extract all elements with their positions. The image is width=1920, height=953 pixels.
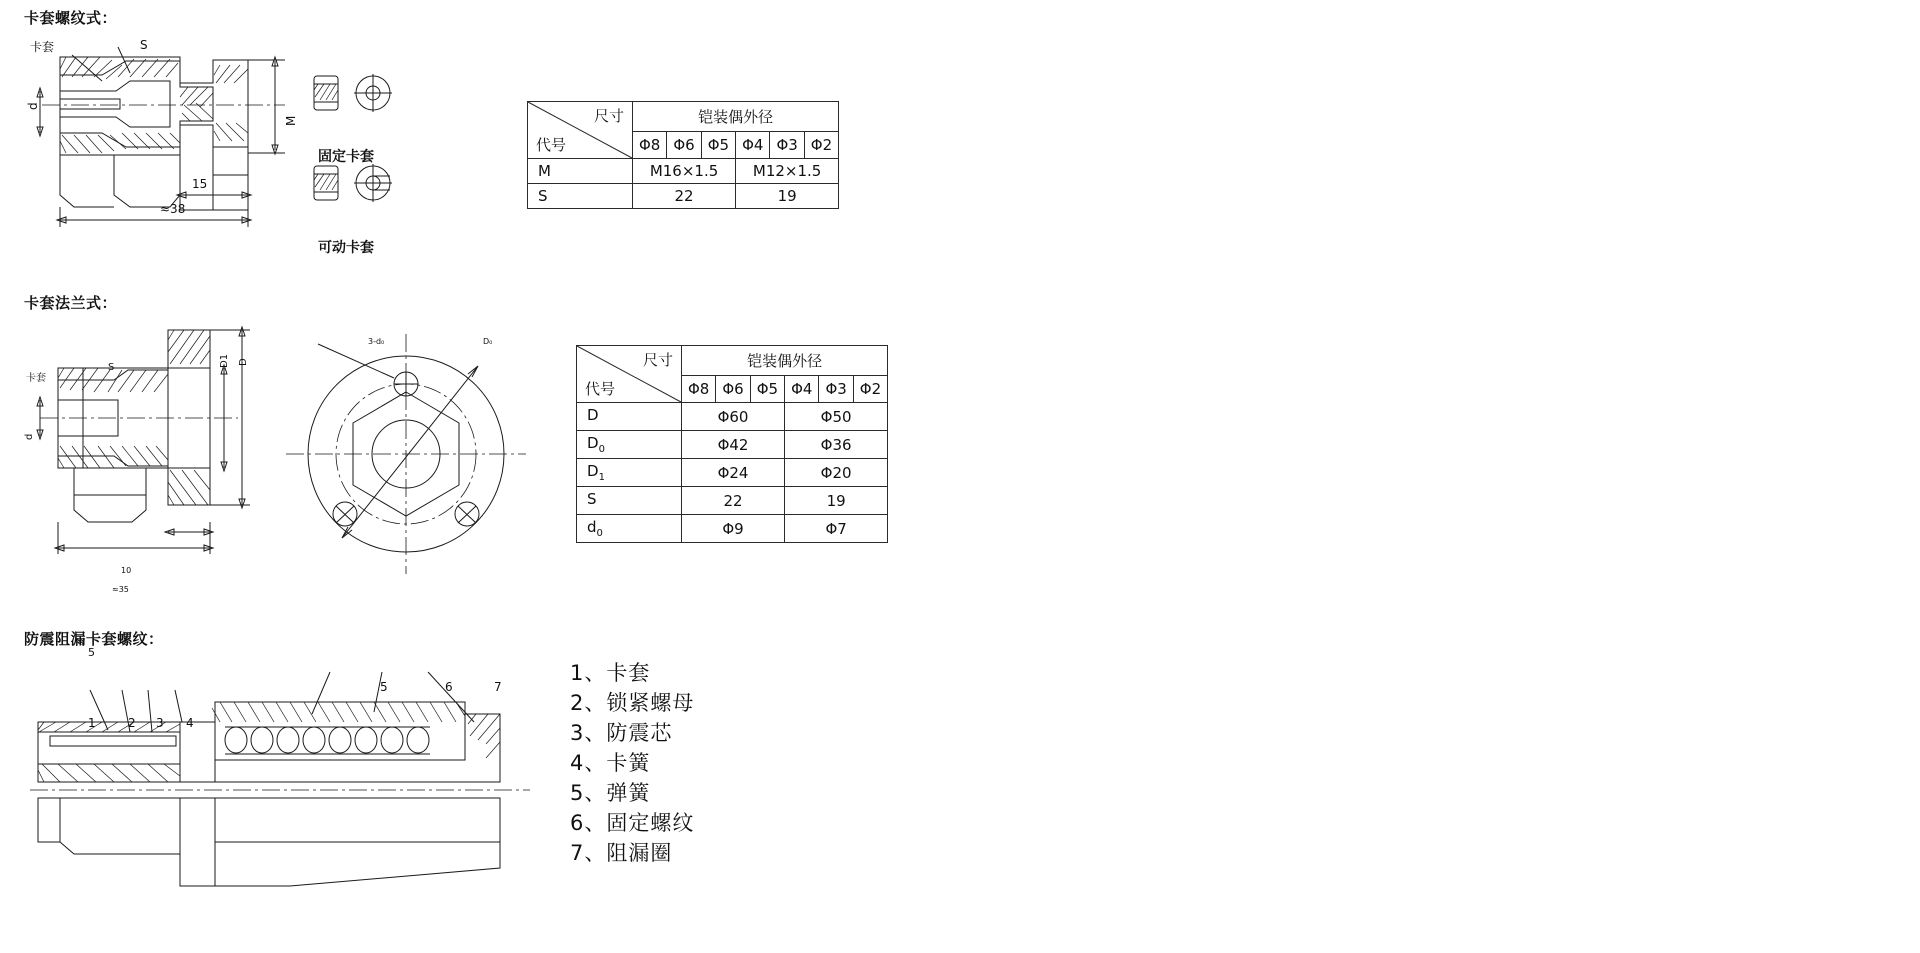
table2-row3-code	[577, 487, 682, 515]
table2-row2-code-text: D	[587, 462, 599, 480]
table2-sub-d2: Φ2	[853, 376, 887, 403]
table-row	[577, 459, 888, 487]
label-d-outer-2: D	[238, 358, 249, 366]
section-title-flange: 卡套法兰式：	[24, 294, 118, 312]
table2-row2-code	[577, 459, 682, 487]
table1-row0-code: M	[528, 159, 633, 184]
callout-1: 1	[88, 716, 96, 730]
table2-row0-code	[577, 403, 682, 431]
table2-row4-code-text: d	[587, 518, 597, 536]
table2-row2-code-sub: 1	[598, 472, 605, 483]
table-row	[528, 184, 839, 209]
callout-3: 3	[156, 716, 164, 730]
label-dim-35: ≈35	[112, 585, 129, 594]
label-s-2: S	[108, 362, 115, 373]
table-flange-dimensions	[576, 345, 888, 543]
table1-corner-cell	[528, 102, 633, 159]
table2-corner-bottom: 代号	[585, 380, 616, 398]
callout-7: 7	[494, 680, 502, 694]
table1-corner-top: 尺寸	[593, 107, 624, 125]
label-s-1: S	[140, 38, 148, 52]
callout-4: 4	[186, 716, 194, 730]
callout-2: 2	[128, 716, 136, 730]
table2-corner-cell	[577, 346, 682, 403]
table1-header-span: 铠装偶外径	[633, 102, 839, 132]
table2-row1-code-sub: 0	[598, 444, 605, 455]
table1-row0-right: M12×1.5	[736, 159, 839, 184]
table2-row1-code	[577, 431, 682, 459]
legend-item-3: 3、防震芯	[570, 721, 673, 745]
label-bolt-holes: 3-d₀	[368, 337, 385, 346]
table2-sub-d6: Φ6	[716, 376, 750, 403]
table-threaded-dimensions	[527, 101, 839, 209]
table2-row3-right: 19	[785, 487, 888, 515]
label-d1-2: D1	[219, 353, 230, 368]
table2-row4-left: Φ9	[682, 515, 785, 543]
legend-item-5: 5、弹簧	[570, 781, 651, 805]
legend-item-1: 1、卡套	[570, 661, 651, 685]
figure-flange-assembly-side	[28, 320, 288, 580]
figure-threaded-assembly	[30, 35, 350, 245]
table-row	[528, 159, 839, 184]
table1-sub-d2: Φ2	[804, 132, 838, 159]
table2-sub-d5: Φ5	[750, 376, 784, 403]
parts-legend	[570, 658, 694, 868]
callout-6: 6	[445, 680, 453, 694]
table2-row2-right: Φ20	[785, 459, 888, 487]
callout-5: 5	[88, 646, 95, 659]
table-row	[577, 515, 888, 543]
label-d-1: d	[26, 102, 40, 110]
table1-sub-d4: Φ4	[736, 132, 770, 159]
figure-antivibration-assembly	[30, 672, 550, 912]
label-clamp-sleeve-1: 卡套	[30, 40, 55, 54]
legend-item-2: 2、锁紧螺母	[570, 691, 695, 715]
table2-row1-code-text: D	[587, 434, 599, 452]
table-row	[528, 102, 839, 132]
legend-item-6: 6、固定螺纹	[570, 811, 695, 835]
table2-row0-right: Φ50	[785, 403, 888, 431]
table2-corner-top: 尺寸	[642, 351, 673, 369]
label-d-2: d	[24, 433, 35, 440]
label-dim-10: 10	[121, 566, 132, 575]
section-title-antivibration: 防震阻漏卡套螺纹：	[24, 630, 164, 648]
table-row	[577, 431, 888, 459]
table1-row1-code: S	[528, 184, 633, 209]
callout-5b: 5	[380, 680, 388, 694]
table-row	[577, 403, 888, 431]
section-title-threaded: 卡套螺纹式：	[24, 9, 118, 27]
label-d0: D₀	[483, 337, 493, 346]
table2-sub-d8: Φ8	[682, 376, 716, 403]
caption-fixed-clamp: 固定卡套	[318, 149, 374, 165]
table-row	[577, 487, 888, 515]
table1-sub-d8: Φ8	[633, 132, 667, 159]
legend-item-7: 7、阻漏圈	[570, 841, 673, 865]
table1-sub-d6: Φ6	[667, 132, 701, 159]
table2-sub-d3: Φ3	[819, 376, 853, 403]
table2-sub-d4: Φ4	[785, 376, 819, 403]
table2-row4-code	[577, 515, 682, 543]
table2-row4-right: Φ7	[785, 515, 888, 543]
table1-row1-right: 19	[736, 184, 839, 209]
table2-row3-code-text: S	[587, 490, 597, 508]
label-clamp-sleeve-2: 卡套	[26, 373, 46, 384]
table2-row0-left: Φ60	[682, 403, 785, 431]
table2-row3-left: 22	[682, 487, 785, 515]
legend-item-4: 4、卡簧	[570, 751, 651, 775]
table1-sub-d3: Φ3	[770, 132, 804, 159]
table2-row2-left: Φ24	[682, 459, 785, 487]
table1-row1-left: 22	[633, 184, 736, 209]
label-dim-15: 15	[192, 177, 208, 191]
label-m-1: M	[284, 115, 298, 126]
table2-row1-left: Φ42	[682, 431, 785, 459]
table1-row0-left: M16×1.5	[633, 159, 736, 184]
table1-corner-bottom: 代号	[536, 136, 567, 154]
table2-row0-code-text: D	[587, 406, 599, 424]
figure-flange-front-view	[282, 330, 542, 590]
label-dim-38: ≈38	[160, 202, 186, 216]
table2-row1-right: Φ36	[785, 431, 888, 459]
table1-sub-d5: Φ5	[701, 132, 735, 159]
table-row	[577, 346, 888, 376]
caption-movable-clamp: 可动卡套	[318, 240, 374, 256]
table2-row4-code-sub: 0	[596, 528, 603, 539]
table2-header-span: 铠装偶外径	[682, 346, 888, 376]
